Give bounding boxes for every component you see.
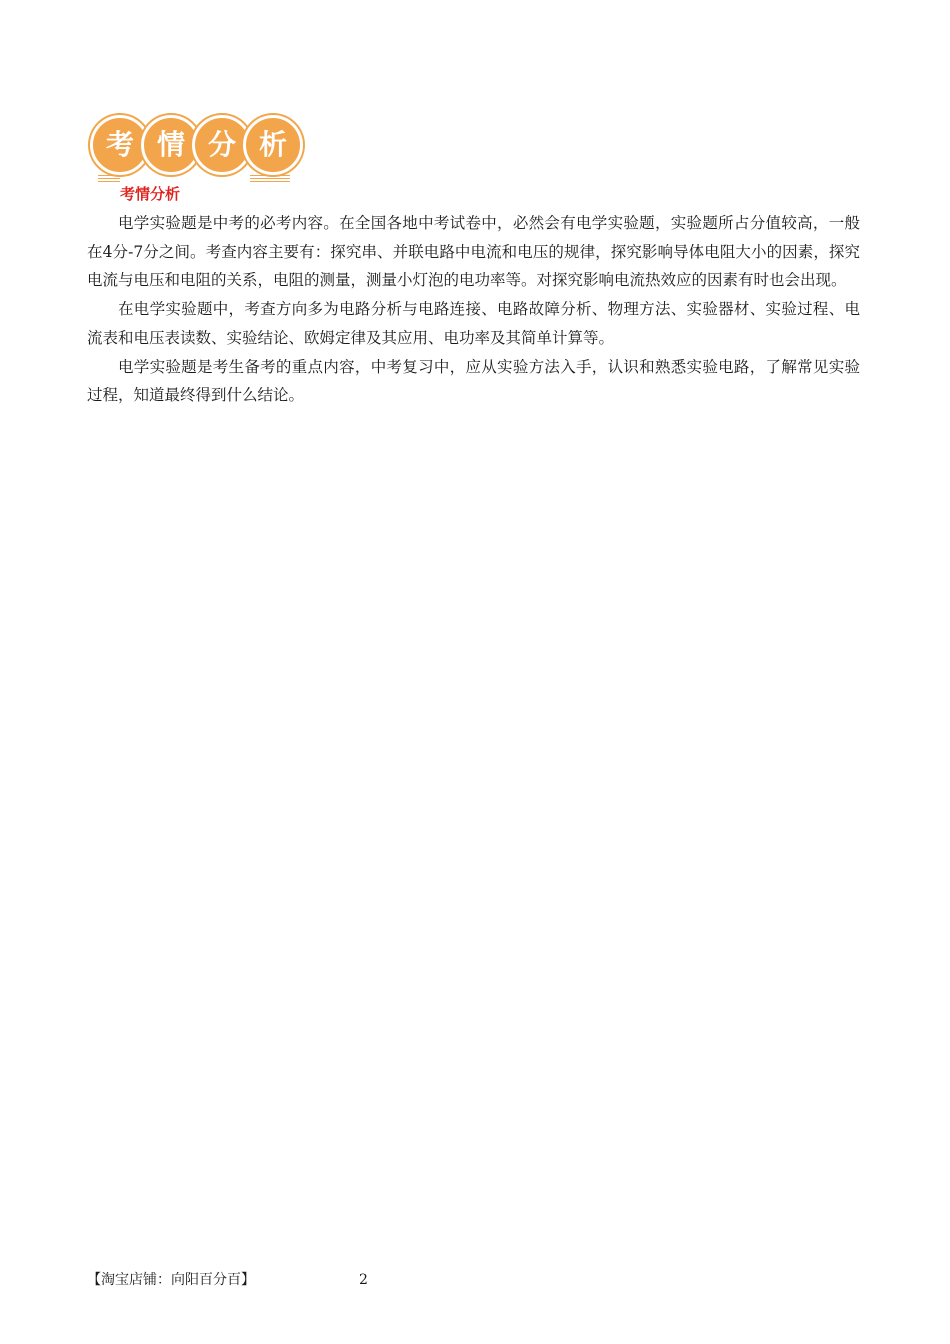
page-number: 2 [359, 1272, 368, 1288]
body-text [87, 209, 860, 410]
banner-rule [250, 178, 290, 179]
banner-rule [98, 178, 120, 179]
paragraph: 电学实验题是考生备考的重点内容，中考复习中，应从实验方法入手，认识和熟悉实验电路，了解常见实验过程，知道最终得到什么结论。 [87, 357, 860, 405]
section-heading: 考情分析 [120, 185, 181, 203]
paragraph: 电学实验题是中考的必考内容。在全国各地中考试卷中，必然会有电学实验题，实验题所占分值较高，一般在4分-7分之间。考查内容主要有：探究串、并联电路中电流和电压的规律，探究影响导体电阻大小的因素，探究电流与电压和电阻的关系，电阻的测量，测量小灯泡的电功率等。对探究影响电流热效应的因素有时也会出现。 [87, 214, 860, 290]
banner-rule [250, 175, 290, 176]
banner-rule [98, 175, 120, 176]
banner-rule [98, 181, 120, 182]
section-banner [88, 112, 300, 184]
paragraph: 在电学实验题中，考查方向多为电路分析与电路连接、电路故障分析、物理方法、实验器材、实验过程、电流表和电压表读数、实验结论、欧姆定律及其应用、电功率及其简单计算等。 [87, 300, 860, 347]
footer-shop-label: 【淘宝店铺：向阳百分百】 [87, 1272, 255, 1288]
banner-char-2: 情 [141, 115, 201, 175]
banner-rule [250, 181, 290, 182]
banner-char-1: 考 [90, 115, 150, 175]
banner-char-3: 分 [192, 115, 252, 175]
banner-char-4: 析 [243, 115, 303, 175]
